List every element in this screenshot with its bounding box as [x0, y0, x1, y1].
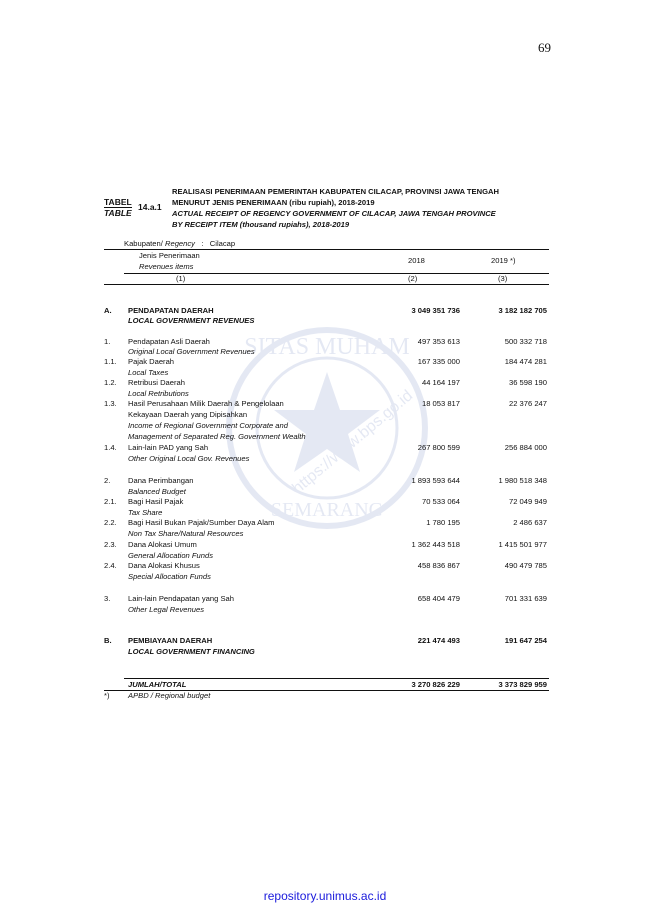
footnote-mark: *) [104, 691, 110, 700]
regency-line: Kabupaten/ Regency : Cilacap [124, 239, 236, 248]
row-label-id: Lain-lain PAD yang Sah [128, 443, 209, 452]
row-value-2018: 658 404 479 [417, 594, 460, 603]
row-label-en: Local Taxes [128, 368, 169, 377]
row-value-2018: 1 893 593 644 [411, 476, 460, 485]
row-no: 2.1. [104, 497, 117, 506]
header-index-1: (1) [176, 274, 186, 283]
row-value-2019: 22 376 247 [508, 399, 547, 408]
row-no: 1. [104, 337, 111, 346]
row-label-id: Dana Alokasi Umum [128, 540, 197, 549]
row-label-en: Balanced Budget [128, 487, 186, 496]
row-label-id: Hasil Perusahaan Milik Daerah & Pengelolaan [128, 399, 284, 408]
row-value-2019: 36 598 190 [508, 378, 547, 387]
row-no: 2.3. [104, 540, 117, 549]
row-no: A. [104, 306, 112, 315]
table-title: REALISASI PENERIMAAN PEMERINTAH KABUPATEN CILACAP, PROVINSI JAWA TENGAH MENURUT JENIS PENERIMAAN (ribu rupiah), 2018-2019 ACTUAL RECEIPT OF REGENCY GOVERNMENT OF CILACAP, JAWA TENGAH PROVINCE BY RECEIPT ITEM (thousand rupiahs), 2018-2019 [172, 187, 499, 229]
row-label-en: LOCAL GOVERNMENT FINANCING [128, 647, 255, 656]
row-label-en: Income of Regional Government Corporate and [128, 421, 288, 430]
row-value-2018: 497 353 613 [417, 337, 460, 346]
svg-text:SEMARANG: SEMARANG [270, 499, 384, 521]
row-value-2019: 701 331 639 [504, 594, 547, 603]
repository-link[interactable]: repository.unimus.ac.id [263, 889, 387, 903]
total-value-2018: 3 270 826 229 [411, 680, 460, 689]
row-label-id: Retribusi Daerah [128, 378, 185, 387]
row-label-en: Original Local Government Revenues [128, 347, 255, 356]
row-value-2018: 3 049 351 736 [411, 306, 460, 315]
row-label-id: Dana Perimbangan [128, 476, 194, 485]
svg-text:https://www.bps.go.id: https://www.bps.go.id [289, 387, 417, 498]
row-label-en: Tax Share [128, 508, 163, 517]
header-index-3: (3) [498, 274, 508, 283]
row-no: 2. [104, 476, 111, 485]
table-label-table: TABLE [104, 208, 132, 218]
row-label-id: Bagi Hasil Bukan Pajak/Sumber Daya Alam [128, 518, 275, 527]
row-label-en: General Allocation Funds [128, 551, 213, 560]
row-label-en: Local Retributions [128, 389, 189, 398]
row-no: B. [104, 636, 112, 645]
row-value-2018: 167 335 000 [417, 357, 460, 366]
row-value-2019: 500 332 718 [504, 337, 547, 346]
header-index-2: (2) [408, 274, 418, 283]
row-no: 1.3. [104, 399, 117, 408]
row-label-id-cont: Kekayaan Daerah yang Dipisahkan [128, 410, 248, 419]
row-value-2018: 18 053 817 [421, 399, 460, 408]
total-label: JUMLAH/TOTAL [128, 680, 187, 689]
row-value-2018: 221 474 493 [417, 636, 460, 645]
row-label-id: PEMBIAYAAN DAERAH [128, 636, 213, 645]
row-label-en: LOCAL GOVERNMENT REVENUES [128, 316, 255, 325]
table-code: 14.a.1 [138, 202, 162, 212]
row-value-2019: 490 479 785 [504, 561, 547, 570]
header-item-en: Revenues items [139, 262, 194, 271]
row-label-id: Dana Alokasi Khusus [128, 561, 200, 570]
header-item-id: Jenis Penerimaan [139, 251, 200, 260]
row-value-2019: 256 884 000 [504, 443, 547, 452]
row-value-2019: 191 647 254 [504, 636, 547, 645]
row-label-en: Special Allocation Funds [128, 572, 211, 581]
row-value-2019: 72 049 949 [508, 497, 547, 506]
total-value-2019: 3 373 829 959 [498, 680, 547, 689]
row-no: 1.4. [104, 443, 117, 452]
row-label-en: Non Tax Share/Natural Resources [128, 529, 244, 538]
row-value-2019: 184 474 281 [504, 357, 547, 366]
footnote-text: APBD / Regional budget [128, 691, 211, 700]
row-label-id: Lain-lain Pendapatan yang Sah [128, 594, 234, 603]
row-value-2019: 1 980 518 348 [498, 476, 547, 485]
header-2018: 2018 [408, 256, 425, 265]
row-value-2019: 1 415 501 977 [498, 540, 547, 549]
row-value-2019: 2 486 637 [513, 518, 547, 527]
row-label-id: PENDAPATAN DAERAH [128, 306, 214, 315]
svg-text:SITAS MUHAM: SITAS MUHAM [244, 334, 410, 360]
row-value-2018: 1 362 443 518 [411, 540, 460, 549]
row-value-2018: 1 780 195 [426, 518, 460, 527]
row-value-2018: 458 836 867 [417, 561, 460, 570]
page-number: 69 [538, 40, 551, 55]
row-value-2019: 3 182 182 705 [498, 306, 547, 315]
row-value-2018: 70 533 064 [421, 497, 460, 506]
row-no: 2.4. [104, 561, 117, 570]
row-no: 3. [104, 594, 111, 603]
row-no: 1.1. [104, 357, 117, 366]
header-2019: 2019 *) [491, 256, 516, 265]
row-value-2018: 267 800 599 [417, 443, 460, 452]
row-value-2018: 44 164 197 [421, 378, 460, 387]
row-no: 1.2. [104, 378, 117, 387]
table-label-tabel: TABEL [104, 197, 132, 207]
row-label-id: Bagi Hasil Pajak [128, 497, 184, 506]
row-label-id: Pajak Daerah [128, 357, 175, 366]
row-no: 2.2. [104, 518, 117, 527]
row-label-en: Other Legal Revenues [128, 605, 204, 614]
row-label-id: Pendapatan Asli Daerah [128, 337, 210, 346]
row-label-en-cont: Management of Separated Reg. Government Wealth [128, 432, 306, 441]
row-label-en: Other Original Local Gov. Revenues [128, 454, 250, 463]
